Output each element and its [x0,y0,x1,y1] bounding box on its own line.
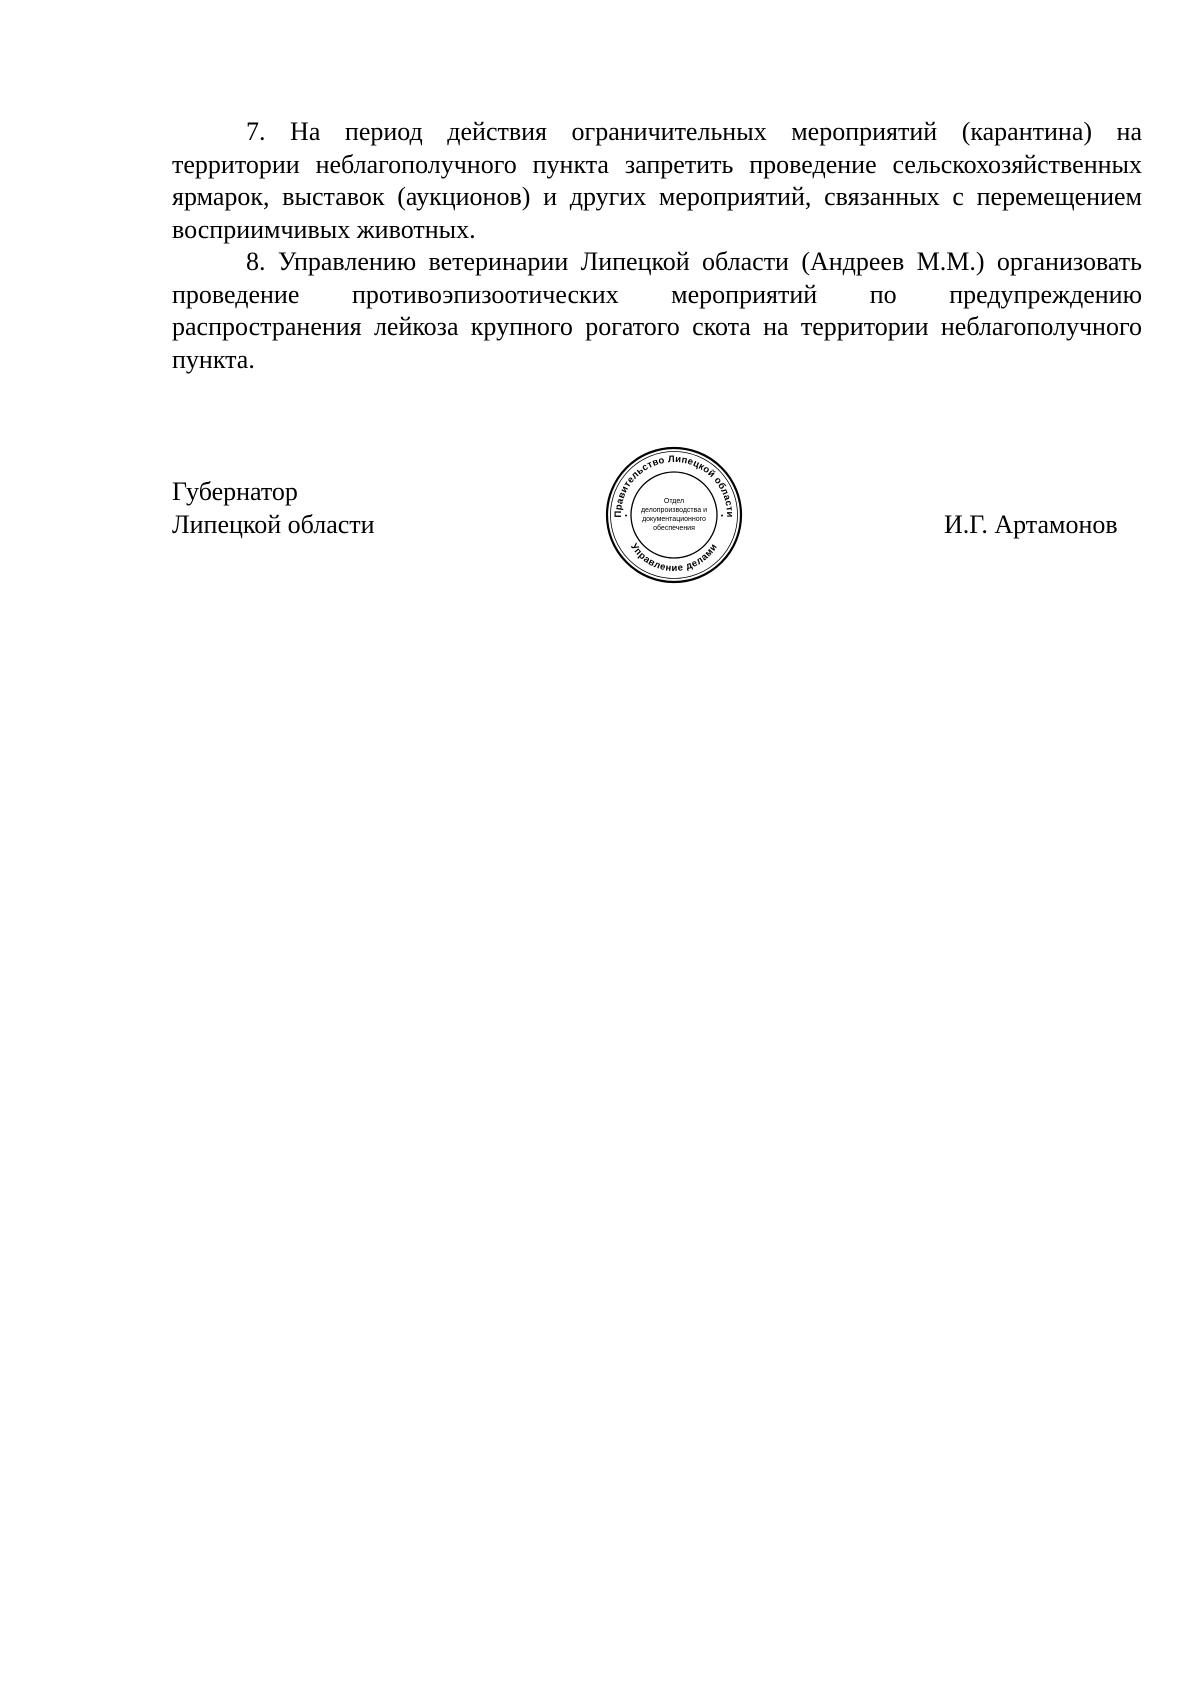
seal-text-bottom: Управление делами [628,541,720,575]
signatory-name: И.Г. Артамонов [944,510,1118,539]
signatory-title-line1: Губернатор [172,477,298,506]
seal-outer-thin-ring [611,452,738,579]
seal-text-top: Правительство Липецкой области [612,453,736,518]
seal-center-line4: обеспечения [653,525,695,532]
signatory-title-line2: Липецкой области [172,509,375,539]
document-body [172,116,1142,376]
paragraph-8-text: Управлению ветеринарии Липецкой области (Андреев М.М.) организовать проведение противоэпизоотических мероприятий по предупреждению распространения лейкоза крупного рогатого скота на территории неблагополучного пункта. [172,247,1142,374]
paragraph-7-number: 7. [246,117,266,146]
seal-graphic [604,445,744,585]
seal-star-left: • [624,513,628,520]
seal-inner-ring [631,472,717,558]
seal-center-line2: делопроизводства и [640,507,708,514]
paragraph-8-number: 8. [246,247,266,276]
official-seal [604,445,744,585]
seal-center-line3: документационного [642,516,706,523]
paragraph-7-text: На период действия ограничительных мероприятий (карантина) на территории неблагополучного пункта запретить проведение сельскохозяйственных ярмарок, выставок (аукционов) и других мероприятий, связанных с перемещением восприимчивых животных. [172,117,1143,244]
seal-star-right: • [720,513,724,520]
signatory-title [172,476,375,541]
paragraph-7 [172,116,1142,246]
seal-center-line1: Отдел [663,498,685,505]
paragraph-8 [172,246,1142,376]
